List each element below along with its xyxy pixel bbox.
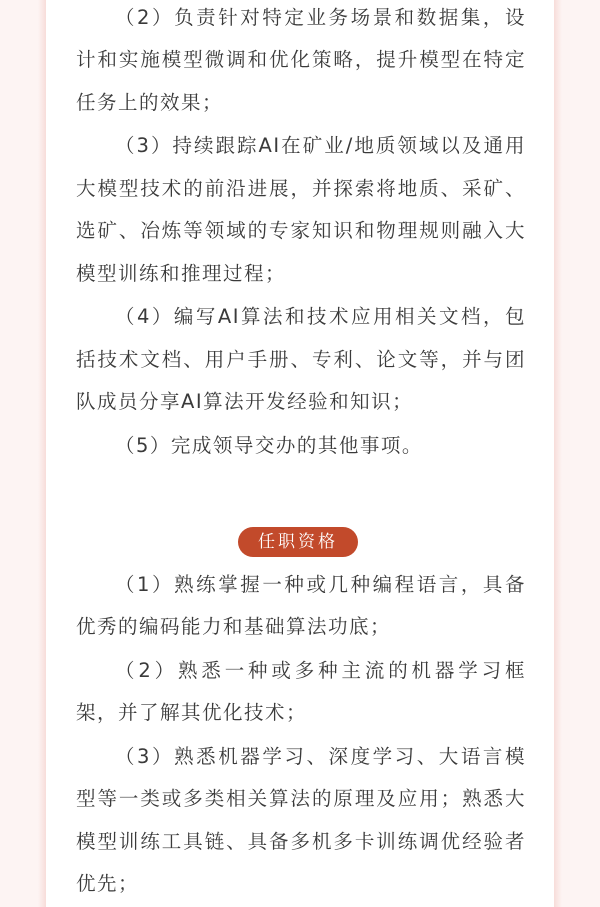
qualification-item: （2）熟悉一种或多种主流的机器学习框架，并了解其优化技术； (76, 659, 526, 725)
duty-item: （3）持续跟踪AI在矿业/地质领域以及通用大模型技术的前沿进展，并探索将地质、采矿、选矿、冶炼等领域的专家知识和物理规则融入大模型训练和推理过程； (76, 134, 526, 285)
qualifications-badge: 任职资格 (238, 527, 358, 557)
qualifications-section (76, 564, 526, 907)
qualification-item: （1）熟练掌握一种或几种编程语言，具备优秀的编码能力和基础算法功底； (76, 573, 526, 639)
duty-item: （5）完成领导交办的其他事项。 (115, 433, 423, 457)
section-header (76, 520, 526, 562)
duties-section (76, 0, 526, 468)
duty-item: （2）负责针对特定业务场景和数据集，设计和实施模型微调和优化策略，提升模型在特定任务上的效果； (76, 6, 526, 114)
qualification-item: （3）熟悉机器学习、深度学习、大语言模型等一类或多类相关算法的原理及应用；熟悉大模型训练工具链、具备多机多卡训练调优经验者优先； (76, 745, 526, 896)
duty-item: （4）编写AI算法和技术应用相关文档，包括技术文档、用户手册、专利、论文等，并与团队成员分享AI算法开发经验和知识； (76, 305, 526, 414)
